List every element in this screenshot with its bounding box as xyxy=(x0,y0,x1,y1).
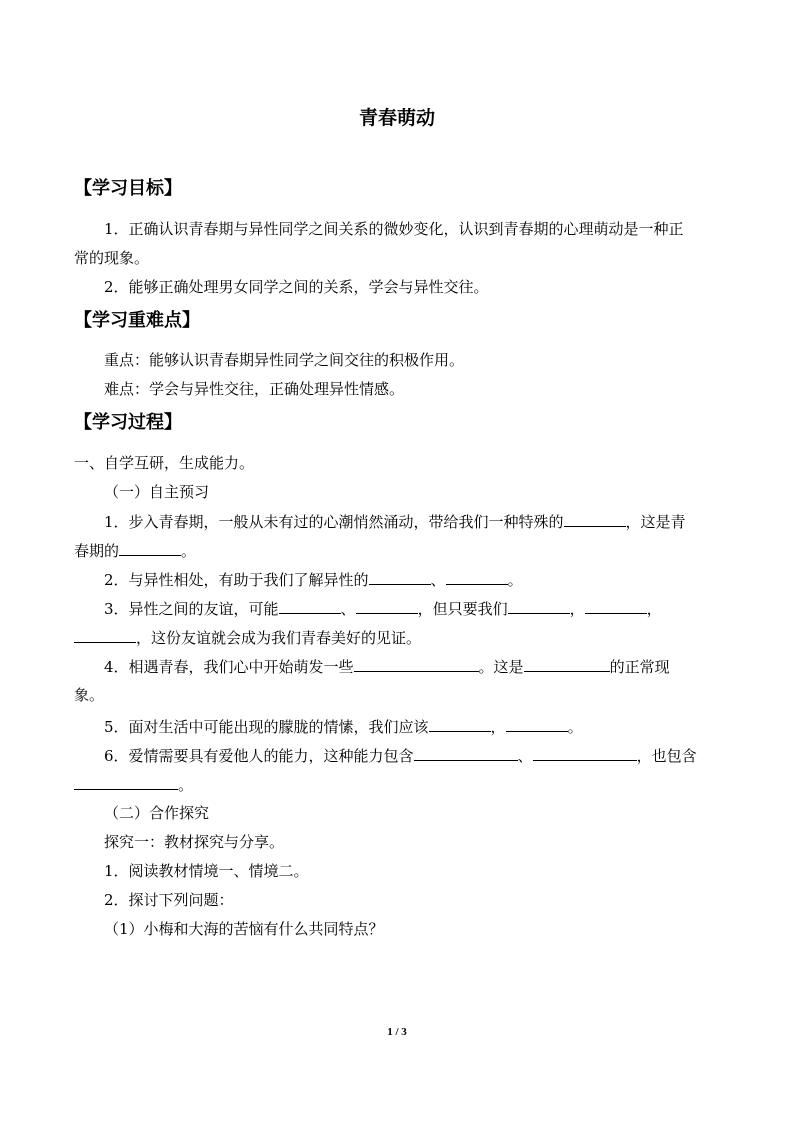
q1-text-a: 1．步入青春期，一般从未有过的心潮悄然涌动，带给我们一种特殊的 xyxy=(104,513,564,531)
blank-field[interactable] xyxy=(414,745,518,761)
blank-field[interactable] xyxy=(524,656,610,672)
preview-question-6-line-2 xyxy=(74,774,193,795)
q1-text-b: ，这是青 xyxy=(625,513,686,531)
blank-field[interactable] xyxy=(508,598,570,614)
blank-field[interactable] xyxy=(585,598,647,614)
q4-text-c: 的正常现 xyxy=(609,658,670,676)
q6-text-d: 。 xyxy=(178,776,194,794)
blank-field[interactable] xyxy=(446,569,508,585)
preview-question-4-line-2: 象。 xyxy=(74,686,105,704)
explore-step-1: 1．阅读教材情境一、情境二。 xyxy=(104,862,309,880)
q6-text-b: 、 xyxy=(517,747,533,765)
subsection-preview: （一）自主预习 xyxy=(104,483,210,501)
key-difficulty: 难点：学会与异性交往，正确处理异性情感。 xyxy=(104,380,405,398)
q6-text-a: 6．爱情需要具有爱他人的能力，这种能力包含 xyxy=(104,747,414,765)
blank-field[interactable] xyxy=(506,716,568,732)
process-part-1: 一、自学互研，生成能力。 xyxy=(74,454,255,472)
q3-text-c: ，但只要我们 xyxy=(417,600,508,618)
preview-question-1-line-1 xyxy=(104,511,686,532)
q3-text-d: ， xyxy=(569,600,585,618)
q3-text-b: 、 xyxy=(340,600,356,618)
q5-text-b: ， xyxy=(490,718,506,736)
q3-text-a: 3．异性之间的友谊，可能 xyxy=(104,600,279,618)
goal-item-1-line-1: 1．正确认识青春期与异性同学之间关系的微妙变化，认识到青春期的心理萌动是一种正 xyxy=(104,220,684,238)
preview-question-3-line-1 xyxy=(104,598,662,619)
explore-question-1: （1）小梅和大海的苦恼有什么共同特点？ xyxy=(104,920,384,938)
q3-text-f: ，这份友谊就会成为我们青春美好的见证。 xyxy=(136,629,422,647)
q6-text-c: ，也包含 xyxy=(636,747,697,765)
blank-field[interactable] xyxy=(119,540,181,556)
q2-text-a: 2．与异性相处，有助于我们了解异性的 xyxy=(104,571,369,589)
page-title: 青春萌动 xyxy=(358,107,435,129)
goal-item-2: 2．能够正确处理男女同学之间的关系，学会与异性交往。 xyxy=(104,278,489,296)
section-heading-key: 【学习重难点】 xyxy=(74,310,200,331)
q4-text-a: 4．相遇青春，我们心中开始萌发一些 xyxy=(104,658,354,676)
preview-question-6-line-1 xyxy=(104,745,697,766)
section-heading-goals: 【学习目标】 xyxy=(74,178,182,199)
explore-step-2: 2．探讨下列问题： xyxy=(104,891,234,909)
q2-text-b: 、 xyxy=(430,571,446,589)
q1-text-d: 。 xyxy=(181,542,197,560)
preview-question-4-line-1 xyxy=(104,656,670,677)
blank-field[interactable] xyxy=(564,511,626,527)
q5-text-c: 。 xyxy=(567,718,583,736)
q1-text-c: 春期的 xyxy=(74,542,120,560)
section-heading-process: 【学习过程】 xyxy=(74,412,182,433)
blank-field[interactable] xyxy=(354,656,479,672)
blank-field[interactable] xyxy=(279,598,341,614)
page-number: 1 / 3 xyxy=(387,1026,407,1038)
blank-field[interactable] xyxy=(533,745,637,761)
blank-field[interactable] xyxy=(74,774,178,790)
explore-item-1: 探究一：教材探究与分享。 xyxy=(104,833,285,851)
q5-text-a: 5．面对生活中可能出现的朦胧的情愫，我们应该 xyxy=(104,718,429,736)
blank-field[interactable] xyxy=(369,569,431,585)
preview-question-1-line-2 xyxy=(74,540,196,561)
goal-item-1-line-2: 常的现象。 xyxy=(74,249,150,267)
blank-field[interactable] xyxy=(74,627,136,643)
preview-question-2 xyxy=(104,569,523,590)
preview-question-5 xyxy=(104,716,583,737)
blank-field[interactable] xyxy=(429,716,491,732)
q4-text-b: 。这是 xyxy=(478,658,524,676)
q2-text-c: 。 xyxy=(507,571,523,589)
key-focus: 重点：能够认识青春期异性同学之间交往的积极作用。 xyxy=(104,351,465,369)
blank-field[interactable] xyxy=(356,598,418,614)
preview-question-3-line-2 xyxy=(74,627,421,648)
q3-text-e: ， xyxy=(646,600,662,618)
subsection-cooperate: （二）合作探究 xyxy=(104,804,210,822)
